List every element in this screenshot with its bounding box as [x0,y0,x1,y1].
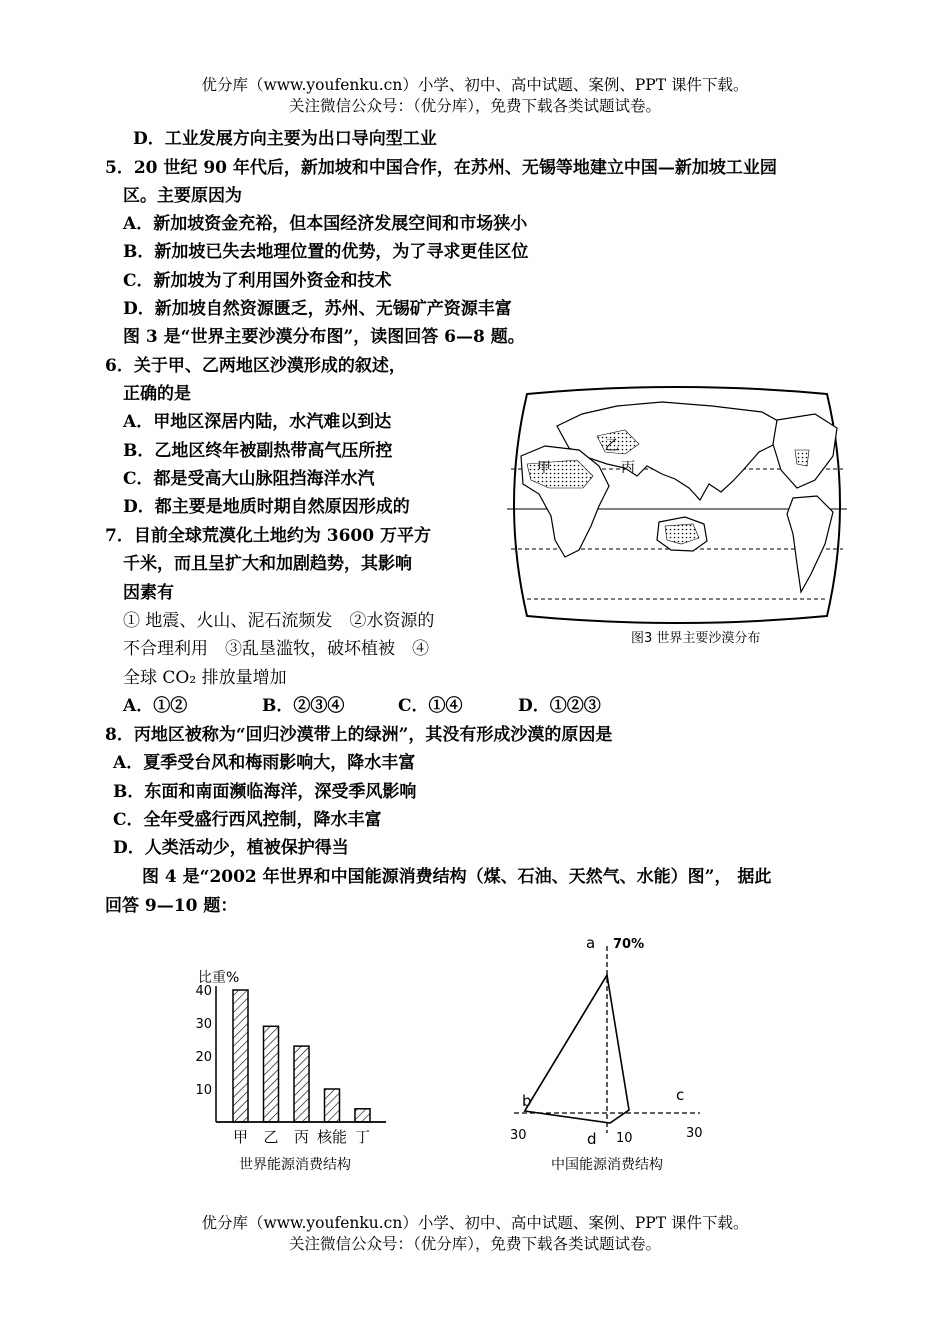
radar-axis-label-a: a [586,934,596,952]
bar-y-tick-label: 20 [195,1050,212,1065]
map-label-bing: 丙 [621,460,635,476]
q4-option-d: D．工业发展方向主要为出口导向型工业 [133,129,437,149]
q7-stem-line3: 因素有 [123,583,174,603]
radar-chart-title: 中国能源消费结构 [551,1157,663,1173]
q5-stem-line2: 区。主要原因为 [123,186,242,206]
q5-option-a: A．新加坡资金充裕，但本国经济发展空间和市场狭小 [123,214,528,234]
q7-option-b: B．②③④ [262,696,345,716]
q7-option-d: D．①②③ [518,696,601,716]
fig4-intro-line1: 图 4 是“2002 年世界和中国能源消费结构（煤、石油、天然气、水能）图”， 据此 [142,867,772,887]
map-caption: 图3 世界主要沙漠分布 [631,631,761,646]
bar-核能 [325,1089,340,1122]
q5-option-d: D．新加坡自然资源匮乏，苏州、无锡矿产资源丰富 [123,299,512,319]
q7-items-line3: 全球 CO₂ 排放量增加 [123,668,287,688]
q7-items-line1: ① 地震、火山、泥石流频发 ②水资源的 [123,611,435,631]
radar-max-label: 70% [613,937,645,952]
bar-category-label: 丙 [293,1128,310,1146]
world-desert-map [497,384,857,652]
bar-丁 [355,1109,370,1122]
q8-option-d: D．人类活动少，植被保护得当 [113,838,349,858]
q6-option-d: D．都主要是地质时期自然原因形成的 [123,497,410,517]
china-energy-radar-chart [500,928,730,1178]
q8-option-a: A．夏季受台风和梅雨影响大，降水丰富 [113,753,416,773]
radar-axis-label-b: b [522,1092,532,1110]
bar-丙 [294,1046,309,1122]
q6-option-a: A．甲地区深居内陆，水汽难以到达 [123,412,392,432]
q6-stem-line2: 正确的是 [123,384,191,404]
q7-option-a: A．①② [123,696,188,716]
q6-stem-line1: 6．关于甲、乙两地区沙漠形成的叙述， [105,356,406,376]
radar-data-shape [525,975,629,1123]
radar-tick-left: 30 [510,1128,527,1143]
bar-甲 [233,990,248,1122]
radar-axis-label-d: d [587,1130,597,1148]
q8-option-b: B．东面和南面濒临海洋，深受季风影响 [113,782,417,802]
bar-y-tick-label: 10 [195,1083,212,1098]
q8-stem: 8．丙地区被称为“回归沙漠带上的绿洲”，其没有形成沙漠的原因是 [105,725,613,745]
q8-option-c: C．全年受盛行西风控制，降水丰富 [113,810,382,830]
world-energy-bar-chart [190,962,400,1177]
bar-category-label: 乙 [263,1128,279,1146]
q6-option-b: B．乙地区终年被副热带高气压所控 [123,441,393,461]
bar-y-tick-label: 40 [195,984,212,999]
q5-option-c: C．新加坡为了利用国外资金和技术 [123,271,392,291]
bar-y-tick-label: 30 [195,1017,212,1032]
bar-chart-title: 世界能源消费结构 [239,1157,351,1173]
radar-edge-a-b [525,975,607,1111]
q5-option-b: B．新加坡已失去地理位置的优势，为了寻求更佳区位 [123,242,529,262]
bar-y-label: 比重% [198,970,240,986]
bar-category-label: 甲 [232,1128,249,1146]
q7-items-line2: 不合理利用 ③乱垦滥牧，破坏植被 ④ [123,639,429,659]
q5-stem-line1: 5．20 世纪 90 年代后，新加坡和中国合作，在苏州、无锡等地建立中国—新加坡工业园 [105,158,777,178]
radar-tick-bottom: 10 [616,1131,633,1146]
bar-乙 [264,1026,279,1122]
fig3-intro: 图 3 是“世界主要沙漠分布图”，读图回答 6—8 题。 [123,327,525,347]
header-line-2: 关注微信公众号：（优分库），免费下载各类试题试卷。 [288,97,661,115]
radar-tick-right: 30 [686,1126,703,1141]
footer-line-1: 优分库（www.youfenku.cn）小学、初中、高中试题、案例、PPT 课件下载。 [201,1214,749,1232]
q6-option-c: C．都是受高大山脉阻挡海洋水汽 [123,469,375,489]
q7-stem-line2: 千米，而且呈扩大和加剧趋势，其影响 [123,554,412,574]
footer-line-2: 关注微信公众号：（优分库），免费下载各类试题试卷。 [288,1235,661,1253]
map-label-jia: 甲 [537,460,551,476]
q7-stem-line1: 7．目前全球荒漠化土地约为 3600 万平方 [105,526,431,546]
radar-axis-label-c: c [676,1086,685,1104]
q7-option-c: C．①④ [398,696,463,716]
bar-category-label: 核能 [316,1128,348,1146]
desert-area-americas [795,450,809,466]
map-label-yi: 乙 [605,438,619,454]
bar-category-label: 丁 [354,1128,371,1146]
header-line-1: 优分库（www.youfenku.cn）小学、初中、高中试题、案例、PPT 课件下载。 [201,76,749,94]
fig4-intro-line2: 回答 9—10 题： [105,896,238,916]
